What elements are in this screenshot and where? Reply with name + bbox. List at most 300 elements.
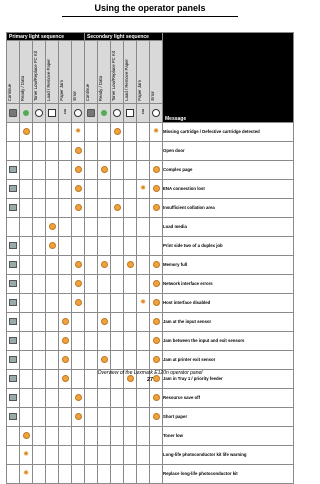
light-state-cell (46, 161, 59, 180)
light-state-cell (59, 408, 72, 427)
light-state-cell (59, 275, 72, 294)
continue-light-icon (9, 204, 17, 211)
light-on-icon (23, 432, 30, 439)
ready-icon (23, 110, 29, 116)
light-state-cell (124, 427, 137, 446)
light-state-cell (150, 275, 163, 294)
light-state-cell (124, 294, 137, 313)
light-state-cell (137, 218, 150, 237)
light-on-icon (75, 299, 82, 306)
light-state-cell (59, 446, 72, 465)
icon-cell (85, 104, 98, 123)
light-state-cell (20, 256, 33, 275)
light-state-cell (137, 389, 150, 408)
column-label (46, 41, 59, 104)
secondary-sequence-header: Secondary light sequence (85, 33, 163, 41)
error-icon (152, 109, 160, 117)
light-state-cell (124, 465, 137, 484)
light-state-cell (150, 123, 163, 142)
light-state-cell (85, 256, 98, 275)
light-state-cell (137, 123, 150, 142)
continue-icon (87, 109, 95, 117)
table-row (7, 389, 294, 408)
light-state-cell (111, 275, 124, 294)
light-on-icon (75, 261, 82, 268)
light-blinking-icon: ✹ (140, 298, 146, 306)
light-on-icon (75, 394, 82, 401)
continue-light-icon (9, 280, 17, 287)
light-state-cell (33, 427, 46, 446)
light-state-cell (98, 237, 111, 256)
light-state-cell (98, 161, 111, 180)
light-state-cell (33, 408, 46, 427)
light-state-cell (111, 142, 124, 161)
load-paper-icon (126, 109, 134, 117)
continue-light-icon (9, 413, 17, 420)
paper-jam-icon: ! (141, 108, 145, 116)
light-state-cell (46, 446, 59, 465)
light-on-icon (75, 185, 82, 192)
light-state-cell (59, 465, 72, 484)
light-state-cell (46, 313, 59, 332)
table-row (7, 313, 294, 332)
light-state-cell (150, 427, 163, 446)
table-row (7, 408, 294, 427)
light-state-cell (124, 332, 137, 351)
light-state-cell (124, 408, 137, 427)
light-on-icon (62, 337, 69, 344)
light-state-cell (85, 465, 98, 484)
paper-jam-icon: ! (63, 108, 67, 116)
light-state-cell (20, 408, 33, 427)
light-state-cell (111, 218, 124, 237)
light-state-cell (33, 389, 46, 408)
light-state-cell (137, 237, 150, 256)
light-state-cell (111, 123, 124, 142)
light-state-cell (46, 199, 59, 218)
light-state-cell (72, 408, 85, 427)
light-on-icon (62, 356, 69, 363)
light-state-cell (33, 142, 46, 161)
continue-light-icon (9, 337, 17, 344)
column-label-text: Error (72, 91, 77, 101)
light-state-cell (124, 275, 137, 294)
light-state-cell (111, 332, 124, 351)
icon-cell (20, 104, 33, 123)
light-state-cell (85, 180, 98, 199)
light-state-cell (7, 275, 20, 294)
light-state-cell (98, 313, 111, 332)
column-label-text: Paper Jam (59, 80, 64, 101)
light-state-cell (33, 313, 46, 332)
column-label (124, 41, 137, 104)
light-on-icon (153, 166, 160, 173)
light-state-cell (72, 294, 85, 313)
light-state-cell (85, 275, 98, 294)
light-state-cell (150, 237, 163, 256)
light-state-cell (137, 294, 150, 313)
light-state-cell (150, 180, 163, 199)
message-cell: Memory full (163, 256, 294, 275)
icon-cell (98, 104, 111, 123)
light-state-cell (111, 256, 124, 275)
light-state-cell (72, 389, 85, 408)
message-cell: Network interface errors (163, 275, 294, 294)
light-state-cell (98, 332, 111, 351)
column-label (85, 41, 98, 104)
error-icon (74, 109, 82, 117)
light-state-cell (124, 218, 137, 237)
light-state-cell (20, 389, 33, 408)
light-on-icon (153, 299, 160, 306)
light-state-cell (46, 332, 59, 351)
light-on-icon (153, 337, 160, 344)
toner-icon (35, 109, 43, 117)
table-row (7, 199, 294, 218)
message-cell: Long-life photoconductor kit life warning (163, 446, 294, 465)
light-state-cell (111, 161, 124, 180)
light-state-cell (124, 446, 137, 465)
light-state-cell (33, 180, 46, 199)
continue-light-icon (9, 299, 17, 306)
light-on-icon (101, 261, 108, 268)
column-label-text: Toner Low/Replace PC Kit (33, 50, 38, 101)
light-on-icon (23, 128, 30, 135)
light-state-cell (98, 465, 111, 484)
light-state-cell (46, 218, 59, 237)
light-state-cell (111, 351, 124, 370)
continue-light-icon (9, 394, 17, 401)
light-state-cell (20, 123, 33, 142)
light-state-cell (46, 389, 59, 408)
table-row (7, 427, 294, 446)
light-state-cell (137, 180, 150, 199)
column-label (137, 41, 150, 104)
light-state-cell (150, 199, 163, 218)
table-body (7, 123, 294, 484)
continue-light-icon (9, 242, 17, 249)
light-state-cell (85, 237, 98, 256)
light-state-cell (150, 389, 163, 408)
light-state-cell (150, 351, 163, 370)
light-state-cell (59, 142, 72, 161)
light-state-cell (46, 237, 59, 256)
table-row (7, 123, 294, 142)
light-state-cell (72, 161, 85, 180)
light-state-cell (33, 199, 46, 218)
light-state-cell (7, 256, 20, 275)
light-state-cell (72, 256, 85, 275)
light-state-cell (98, 351, 111, 370)
light-state-cell (72, 427, 85, 446)
light-state-cell (98, 123, 111, 142)
column-label (150, 41, 163, 104)
continue-light-icon (9, 318, 17, 325)
light-state-cell (150, 313, 163, 332)
light-state-cell (150, 446, 163, 465)
light-state-cell (7, 180, 20, 199)
icon-cell (59, 104, 72, 123)
light-on-icon (62, 318, 69, 325)
light-on-icon (75, 166, 82, 173)
light-state-cell (124, 351, 137, 370)
icon-cell (124, 104, 137, 123)
light-state-cell (137, 161, 150, 180)
light-state-cell (20, 332, 33, 351)
column-label (7, 41, 20, 104)
column-label (33, 41, 46, 104)
column-label-text: Load / Remove Paper (46, 59, 51, 101)
light-state-cell (33, 237, 46, 256)
light-on-icon (153, 394, 160, 401)
light-state-cell (46, 294, 59, 313)
light-state-cell (150, 408, 163, 427)
light-state-cell (85, 142, 98, 161)
light-state-cell (150, 142, 163, 161)
light-state-cell (98, 199, 111, 218)
light-state-cell (46, 427, 59, 446)
light-state-cell (20, 218, 33, 237)
light-state-cell (72, 180, 85, 199)
light-state-cell (59, 256, 72, 275)
load-paper-icon (48, 109, 56, 117)
light-state-cell (137, 199, 150, 218)
light-state-cell (137, 275, 150, 294)
primary-sequence-header: Primary light sequence (7, 33, 85, 41)
light-state-cell (137, 465, 150, 484)
footer-caption: Overview of the Lexmark E120n operator panel (97, 370, 203, 376)
light-state-cell (33, 294, 46, 313)
light-state-cell (7, 123, 20, 142)
light-state-cell (124, 180, 137, 199)
light-state-cell (33, 218, 46, 237)
column-label (98, 41, 111, 104)
light-state-cell (124, 389, 137, 408)
light-state-cell (137, 332, 150, 351)
light-state-cell (20, 199, 33, 218)
light-state-cell (72, 275, 85, 294)
light-state-cell (7, 427, 20, 446)
light-on-icon (101, 318, 108, 325)
light-state-cell (72, 313, 85, 332)
light-state-cell (72, 123, 85, 142)
light-state-cell (7, 446, 20, 465)
icon-cell (111, 104, 124, 123)
light-state-cell (7, 332, 20, 351)
light-state-cell (46, 351, 59, 370)
light-state-cell (7, 389, 20, 408)
light-state-cell (150, 218, 163, 237)
light-on-icon (75, 413, 82, 420)
light-state-cell (137, 313, 150, 332)
light-state-cell (46, 123, 59, 142)
column-label-text: Paper Jam (137, 80, 142, 101)
light-state-cell (124, 123, 137, 142)
column-label-text: Error (150, 91, 155, 101)
light-state-cell (72, 199, 85, 218)
message-cell: Complex page (163, 161, 294, 180)
light-on-icon (75, 280, 82, 287)
light-on-icon (153, 318, 160, 325)
light-state-cell (46, 256, 59, 275)
page-title: Using the operator panels (94, 3, 206, 13)
light-on-icon (75, 147, 82, 154)
message-cell: ENA connection lost (163, 180, 294, 199)
light-state-cell (20, 446, 33, 465)
light-state-cell (85, 161, 98, 180)
table-row (7, 180, 294, 199)
light-state-cell (7, 408, 20, 427)
light-state-cell (46, 180, 59, 199)
light-state-cell (111, 427, 124, 446)
table-row (7, 351, 294, 370)
light-state-cell (72, 351, 85, 370)
message-cell: Short paper (163, 408, 294, 427)
light-state-cell (59, 427, 72, 446)
light-state-cell (59, 218, 72, 237)
icon-cell (33, 104, 46, 123)
table-row (7, 237, 294, 256)
message-cell: Host interface disabled (163, 294, 294, 313)
message-cell: Resource save off (163, 389, 294, 408)
light-on-icon (153, 413, 160, 420)
icon-cell (46, 104, 59, 123)
light-state-cell (111, 389, 124, 408)
title-rule (62, 16, 238, 17)
continue-light-icon (9, 356, 17, 363)
light-state-cell (85, 313, 98, 332)
light-state-cell (137, 351, 150, 370)
light-state-cell (137, 142, 150, 161)
light-state-cell (59, 389, 72, 408)
message-header: Message (163, 33, 294, 123)
light-state-cell (150, 294, 163, 313)
light-state-cell (98, 218, 111, 237)
light-state-cell (111, 180, 124, 199)
continue-light-icon (9, 185, 17, 192)
column-label (20, 41, 33, 104)
light-state-cell (85, 199, 98, 218)
light-state-cell (85, 408, 98, 427)
light-state-cell (85, 389, 98, 408)
light-state-cell (150, 256, 163, 275)
message-cell: Jam in Tray 1 / priority feeder (163, 370, 294, 389)
light-state-cell (7, 142, 20, 161)
light-state-cell (111, 237, 124, 256)
icon-cell (150, 104, 163, 123)
light-state-cell (150, 465, 163, 484)
light-blinking-icon: ✹ (140, 184, 146, 192)
table-row (7, 465, 294, 484)
light-state-cell (111, 408, 124, 427)
column-label-text: Continue (85, 83, 90, 101)
light-state-cell (124, 313, 137, 332)
message-cell: Missing cartridge / Defective cartridge detected (163, 123, 294, 142)
light-state-cell (98, 256, 111, 275)
table-row (7, 275, 294, 294)
light-state-cell (33, 332, 46, 351)
light-state-cell (20, 351, 33, 370)
light-state-cell (137, 408, 150, 427)
message-cell: Load media (163, 218, 294, 237)
light-state-cell (59, 351, 72, 370)
light-state-cell (85, 218, 98, 237)
light-blinking-icon: ✹ (153, 127, 159, 135)
page-number: 27 (146, 377, 154, 383)
light-on-icon (49, 223, 56, 230)
light-state-cell (85, 294, 98, 313)
light-state-cell (20, 427, 33, 446)
icon-cell (7, 104, 20, 123)
light-state-cell (46, 465, 59, 484)
light-state-cell (111, 446, 124, 465)
light-state-cell (124, 161, 137, 180)
icon-cell (137, 104, 150, 123)
message-cell: Print side two of a duplex job (163, 237, 294, 256)
light-state-cell (20, 465, 33, 484)
light-blinking-icon: ✹ (23, 450, 29, 458)
light-state-cell (111, 294, 124, 313)
column-label-text: Continue (7, 83, 12, 101)
light-state-cell (85, 332, 98, 351)
light-state-cell (33, 275, 46, 294)
table-row (7, 256, 294, 275)
light-state-cell (59, 180, 72, 199)
light-state-cell (85, 446, 98, 465)
light-on-icon (153, 356, 160, 363)
continue-icon (9, 109, 17, 117)
light-state-cell (59, 313, 72, 332)
light-state-cell (59, 237, 72, 256)
light-state-cell (20, 180, 33, 199)
light-state-cell (33, 161, 46, 180)
light-on-icon (114, 128, 121, 135)
message-cell: Open door (163, 142, 294, 161)
light-on-icon (153, 185, 160, 192)
light-on-icon (153, 204, 160, 211)
light-state-cell (72, 142, 85, 161)
light-state-cell (20, 275, 33, 294)
light-state-cell (33, 446, 46, 465)
light-state-cell (7, 199, 20, 218)
light-state-cell (59, 199, 72, 218)
light-state-cell (59, 123, 72, 142)
light-state-cell (7, 351, 20, 370)
light-state-cell (137, 427, 150, 446)
light-state-cell (33, 256, 46, 275)
group-header-row (7, 33, 294, 41)
light-state-cell (98, 294, 111, 313)
light-state-cell (33, 123, 46, 142)
light-state-cell (98, 427, 111, 446)
light-state-cell (98, 408, 111, 427)
light-on-icon (127, 261, 134, 268)
table-row (7, 142, 294, 161)
light-state-cell (46, 408, 59, 427)
light-state-cell (72, 237, 85, 256)
light-state-cell (59, 161, 72, 180)
light-on-icon (153, 280, 160, 287)
light-state-cell (137, 256, 150, 275)
column-label-text: Ready / Data (20, 75, 25, 101)
light-state-cell (124, 237, 137, 256)
light-state-cell (33, 465, 46, 484)
message-cell: Jam at printer exit sensor (163, 351, 294, 370)
toner-icon (113, 109, 121, 117)
light-state-cell (85, 351, 98, 370)
light-state-cell (59, 294, 72, 313)
light-state-cell (7, 294, 20, 313)
